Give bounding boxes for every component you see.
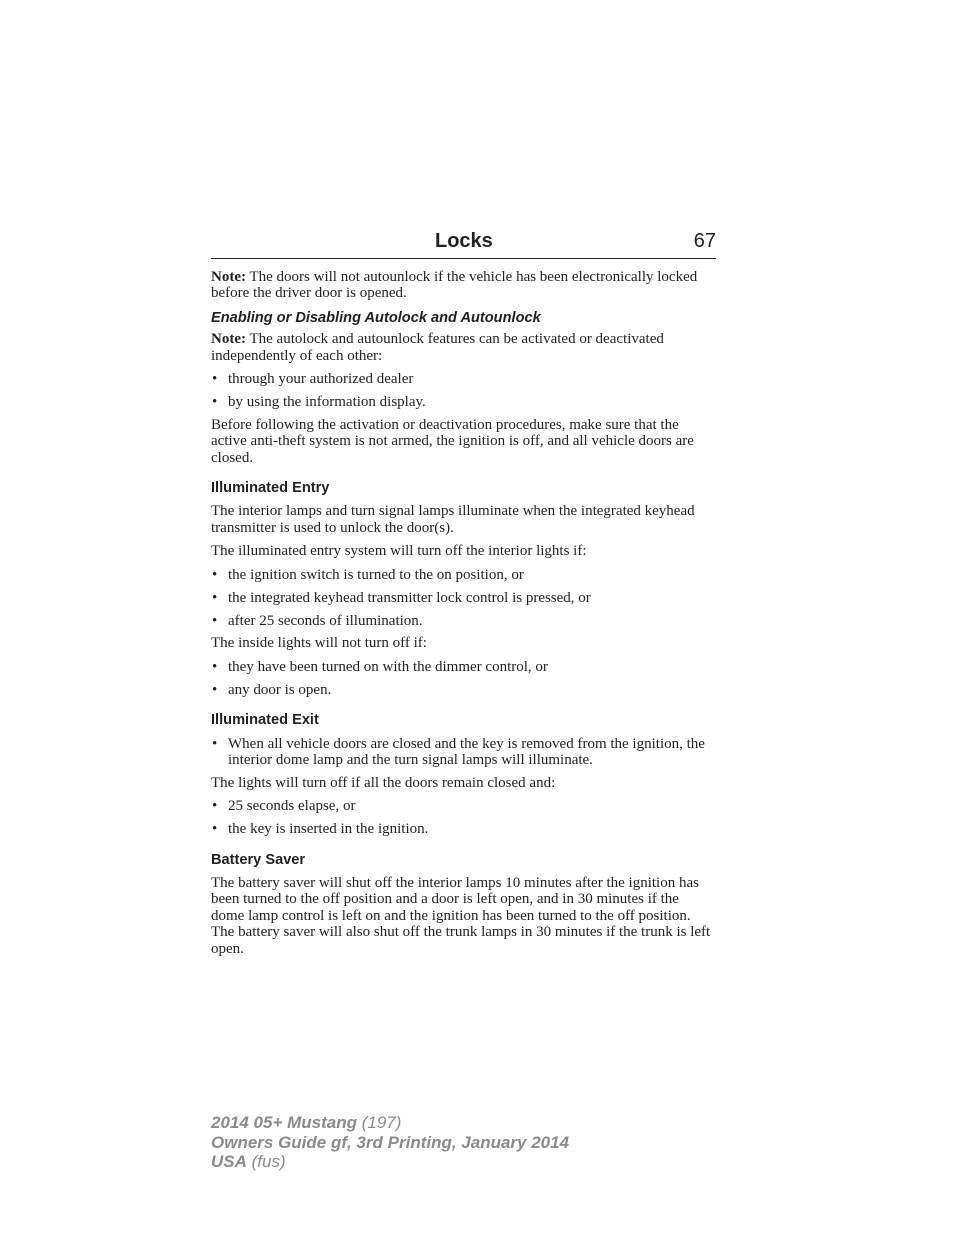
autolock-note [211, 331, 716, 364]
list-item: • the key is inserted in the ignition. [211, 821, 716, 837]
list-item: • they have been turned on with the dimmer control, or [211, 659, 716, 675]
page-content [211, 269, 716, 957]
illuminated-entry-heading: Illuminated Entry [211, 480, 330, 497]
footer-model-code: (197) [357, 1113, 402, 1132]
page-number: 67 [693, 230, 716, 252]
illuminated-entry-paragraph-3: The inside lights will not turn off if: [211, 635, 427, 652]
note-text: The doors will not autounlock if the vehicle has been electronically locked before the driver door is opened. [211, 269, 698, 302]
note-label: Note: [211, 269, 246, 285]
footer-market-code: (fus) [246, 1152, 286, 1171]
list-item: • through your authorized dealer [211, 371, 716, 387]
note-label: Note: [211, 331, 246, 348]
autolock-list [211, 371, 716, 410]
list-item: • 25 seconds elapse, or [211, 798, 716, 814]
footer-line-2: Owners Guide gf, 3rd Printing, January 2014 [211, 1132, 570, 1152]
illuminated-exit-heading: Illuminated Exit [211, 712, 319, 729]
page-header [211, 226, 716, 259]
footer-model: 2014 05+ Mustang [211, 1113, 357, 1132]
autolock-paragraph: Before following the activation or deactivation procedures, make sure that the active anti-theft system is not armed, the ignition is off, and all vehicle doors are closed. [211, 416, 694, 466]
footer-market: USA [211, 1152, 247, 1171]
footer-line-3 [211, 1152, 569, 1172]
autolock-heading: Enabling or Disabling Autolock and Autounlock [211, 309, 541, 326]
list-item: • any door is open. [211, 682, 716, 698]
page-footer [211, 1113, 569, 1172]
note-autounlock [211, 269, 716, 302]
list-item: • the ignition switch is turned to the on position, or [211, 567, 716, 583]
illuminated-entry-list-1 [211, 567, 716, 629]
illuminated-exit-paragraph: The lights will turn off if all the doors remain closed and: [211, 774, 556, 791]
illuminated-entry-paragraph-2: The illuminated entry system will turn off the interior lights if: [211, 543, 587, 560]
battery-saver-heading: Battery Saver [211, 851, 306, 868]
battery-saver-paragraph: The battery saver will shut off the interior lamps 10 minutes after the ignition has been turned to the off position and a door is left open, and in 30 minutes if the dome lamp control is left on and the ignition has been turned to the off position. The battery saver will also shut off the trunk lamps in 30 minutes if the trunk is left open. [211, 874, 711, 957]
list-item: • by using the information display. [211, 394, 716, 410]
list-item: • the integrated keyhead transmitter lock control is pressed, or [211, 590, 716, 606]
illuminated-entry-list-2 [211, 659, 716, 698]
list-item: • When all vehicle doors are closed and the key is removed from the ignition, the interior dome lamp and the turn signal lamps will illuminate. [211, 736, 716, 769]
section-title: Locks [435, 230, 493, 252]
footer-line-1 [211, 1113, 569, 1133]
note-text: The autolock and autounlock features can be activated or deactivated independently of each other: [211, 331, 664, 364]
manual-page [211, 226, 716, 964]
illuminated-exit-list-1 [211, 736, 716, 769]
illuminated-entry-paragraph-1: The interior lamps and turn signal lamps illuminate when the integrated keyhead transmitter is used to unlock the door(s). [211, 503, 695, 536]
list-item: • after 25 seconds of illumination. [211, 613, 716, 629]
illuminated-exit-list-2 [211, 798, 716, 837]
